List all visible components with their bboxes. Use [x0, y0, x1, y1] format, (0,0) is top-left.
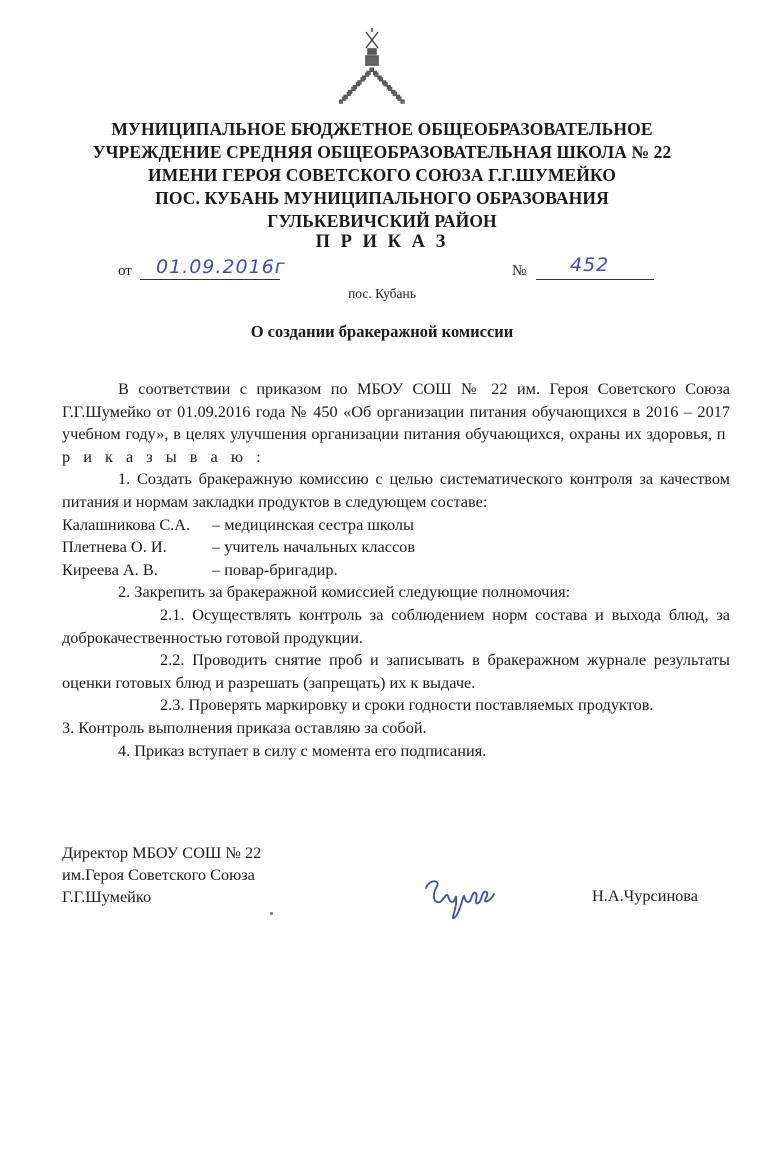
member-name: Киреева А. В.	[62, 559, 158, 579]
number-label: №	[512, 263, 527, 279]
position-line: Г.Г.Шумейко	[62, 887, 152, 906]
director-name: Н.А.Чурсинова	[592, 886, 699, 905]
emblem-block	[339, 100, 343, 104]
intro-paragraph	[62, 378, 730, 468]
emblem-block	[401, 100, 405, 104]
header-line-1: МУНИЦИПАЛЬНОЕ БЮДЖЕТНОЕ ОБЩЕОБРАЗОВАТЕЛЬНОЕ	[111, 119, 653, 139]
date-label: от	[118, 263, 132, 279]
document-type-title: П Р И К А З	[315, 232, 449, 252]
intro-text: В соответствии с приказом по МБОУ СОШ № 22 им. Героя Советского Союза Г.Г.Шумейко от 01.09.2016 года № 450 «Об организации питания обучающихся в 2016 – 2017 учебном году», в целях улучшения организации питания обучающихся, охраны их здоровья,	[62, 379, 730, 444]
item-1: 1. Создать бракеражную комиссию с целью систематического контроля за качеством питания и нормам закладки продуктов в следующем составе:	[62, 469, 730, 511]
order-subject: О создании бракеражной комиссии	[250, 322, 514, 341]
header-line-5: ГУЛЬКЕВИЧСКИЙ РАЙОН	[267, 211, 497, 231]
position-line: Директор МБОУ СОШ № 22	[62, 843, 262, 862]
header-line-4: ПОС. КУБАНЬ МУНИЦИПАЛЬНОГО ОБРАЗОВАНИЯ	[155, 188, 609, 208]
position-line: им.Героя Советского Союза	[62, 865, 255, 884]
commission-member	[62, 514, 730, 537]
signature-position	[62, 842, 261, 908]
member-name: Плетнева О. И.	[62, 537, 167, 557]
order-word: п р и к а з ы в а ю :	[62, 424, 730, 466]
order-body	[62, 378, 730, 762]
commission-member	[62, 536, 730, 559]
mining-emblem-icon	[336, 28, 408, 106]
scan-speck	[270, 912, 273, 915]
header-line-2: УЧРЕЖДЕНИЕ СРЕДНЯЯ ОБЩЕОБРАЗОВАТЕЛЬНАЯ ШКОЛА № 22	[92, 142, 672, 162]
member-name: Калашникова С.А.	[62, 514, 191, 534]
member-role: – учитель начальных классов	[212, 537, 416, 557]
item-3: 3. Контроль выполнения приказа оставляю за собой.	[62, 717, 427, 737]
item-2-2: 2.2. Проводить снятие проб и записывать в бракеражном журнале результаты оценки готовых блюд и разрешать (запрещать) их к выдаче.	[62, 650, 730, 692]
date-underline	[140, 279, 280, 280]
date-value: 01.09.2016г	[156, 256, 286, 278]
place-of-issue: пос. Кубань	[348, 286, 416, 301]
handwritten-signature	[420, 874, 500, 922]
item-2: 2. Закрепить за бракеражной комиссией следующие полномочия:	[118, 582, 571, 602]
number-value: 452	[570, 254, 610, 276]
member-role: – медицинская сестра школы	[212, 514, 414, 534]
item-2-3: 2.3. Проверять маркировку и сроки годности поставляемых продуктов.	[160, 695, 654, 715]
date-number-row	[118, 256, 678, 286]
number-underline	[536, 279, 654, 280]
commission-member	[62, 559, 730, 582]
member-role: – повар-бригадир.	[212, 559, 338, 579]
item-2-1: 2.1. Осуществлять контроль за соблюдением норм состава и выхода блюд, за доброкачественностью готовой продукции.	[62, 604, 730, 647]
header-line-3: ИМЕНИ ГЕРОЯ СОВЕТСКОГО СОЮЗА Г.Г.ШУМЕЙКО	[147, 165, 616, 185]
item-4: 4. Приказ вступает в силу с момента его подписания.	[118, 740, 487, 760]
